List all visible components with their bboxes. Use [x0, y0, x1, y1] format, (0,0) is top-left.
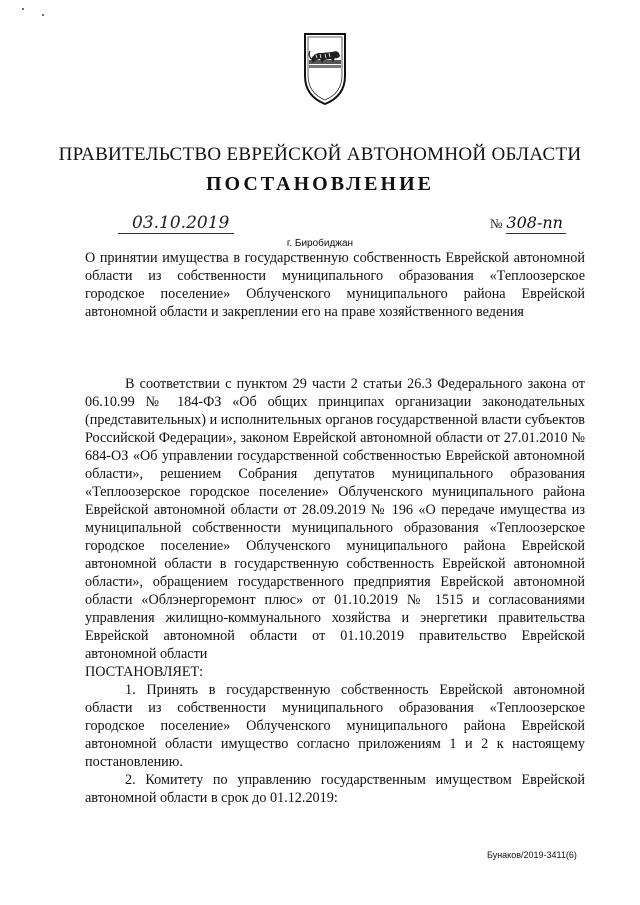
city-label: г. Биробиджан — [286, 238, 354, 249]
number-label: № — [490, 216, 503, 231]
resolves-heading: ПОСТАНОВЛЯЕТ: — [85, 664, 204, 680]
document-type-title: ПОСТАНОВЛЕНИЕ — [206, 173, 434, 195]
clause-1: 1. Принять в государственную собственность Еврейской автономной области из собственности муниципального образования «Теплоозерское городское поселение» Облученского муниципального района Еврейской автономной области имущество согласно приложениям 1 и 2 к настоящему постановлению. — [85, 682, 585, 770]
coat-of-arms-tiger-icon — [302, 32, 348, 106]
scan-speck — [22, 8, 24, 10]
document-body — [85, 375, 585, 807]
scan-speck — [42, 14, 44, 16]
document-date: 03.10.2019 — [118, 213, 234, 234]
footer-code: Бунаков/2019-3411(6) — [487, 850, 577, 860]
document-number-field — [490, 213, 566, 234]
preamble-paragraph: В соответствии с пунктом 29 части 2 статьи 26.3 Федерального закона от 06.10.99 № 184-ФЗ «Об общих принципах организации законодательных (представительных) и исполнительных органов государственной власти субъектов Российской Федерации», законом Еврейской автономной области от 27.01.2010 № 684-ОЗ «Об управлении государственной собственностью Еврейской автономной области», решением Собрания депутатов муниципального образования «Теплоозерское городское поселение» Облученского муниципального района Еврейской автономной области от 28.09.2019 № 196 «О передаче имущества из муниципальной собственности муниципального образования «Теплоозерское городское поселение» Облученского муниципального района Еврейской автономной области в государственную собственность Еврейской автономной области», обращением государственного предприятия Еврейской автономной области «Облэнергоремонт плюс» от 01.10.2019 № 1515 и согласованиями управления жилищно-коммунального хозяйства и энергетики правительства Еврейской автономной области от 01.10.2019 правительство Еврейской автономной области — [85, 376, 585, 662]
clause-2: 2. Комитету по управлению государственным имуществом Еврейской автономной области в срок до 01.12.2019: — [85, 772, 585, 806]
document-number: 308-пп — [506, 213, 566, 234]
document-subject: О принятии имущества в государственную собственность Еврейской автономной области из собственности муниципального образования «Теплоозерское городское поселение» Облученского муниципального района Еврейской автономной области и закреплении его на праве хозяйственного ведения — [85, 250, 585, 320]
government-title: ПРАВИТЕЛЬСТВО ЕВРЕЙСКОЙ АВТОНОМНОЙ ОБЛАСТИ — [58, 144, 582, 165]
